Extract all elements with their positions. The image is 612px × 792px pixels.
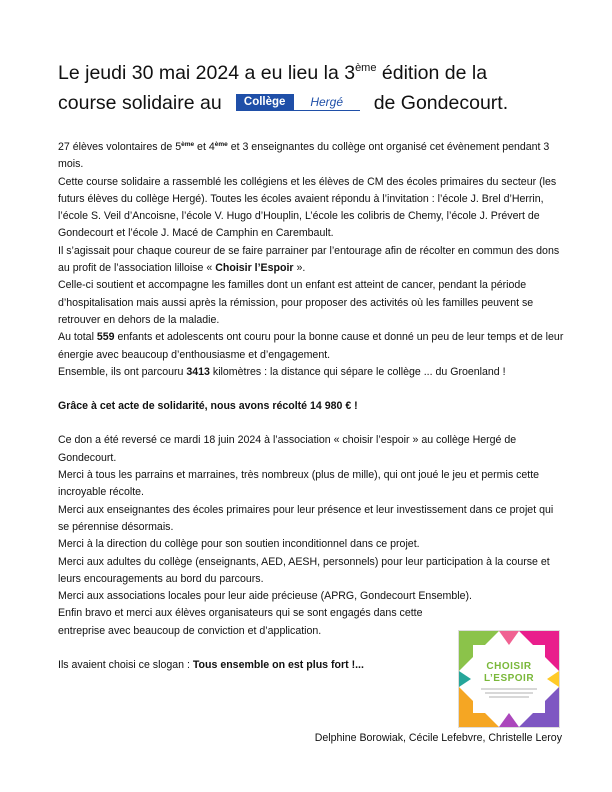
logo-college-text: Collège: [236, 94, 294, 111]
article-body: [58, 139, 564, 674]
title-text: Le jeudi 30 mai 2024 a eu lieu la 3: [58, 62, 356, 84]
text: Ils avaient choisi ce slogan :: [58, 659, 193, 672]
title-line1: [58, 62, 487, 84]
text: et 4: [194, 141, 215, 153]
superscript: ème: [181, 141, 195, 148]
paragraph-association: Celle-ci soutient et accompagne les familles dont un enfant est atteint de cancer, pendant la période d’hospitalisation mais aussi après la rémission, pour proposer des activités où les familles peuvent se retrouver en dehors de la maladie.: [58, 279, 534, 326]
text: Ensemble, ils ont parcouru: [58, 365, 187, 378]
text: kilomètres : la distance qui sépare le collège ... du Groenland !: [209, 365, 506, 378]
paragraph-thanks-sponsors: Merci à tous les parrains et marraines, très nombreux (plus de mille), qui ont joué le jeu et permis cette incroyable récolte.: [58, 469, 540, 499]
paragraph-sponsoring: [58, 243, 564, 278]
paragraph-thanks-teachers: Merci aux enseignantes des écoles primaires pour leur présence et leur investissement dans ce projet qui se pérennise désormais.: [58, 503, 554, 533]
distance-km: 3413: [186, 365, 210, 378]
paragraph-volunteers: [58, 139, 564, 174]
paragraph-thanks-students: Enfin bravo et merci aux élèves organisateurs qui se sont engagés dans cette entreprise avec beaucoup de conviction et d’application.: [58, 607, 423, 637]
paragraph-thanks-associations: Merci aux associations locales pour leur aide précieuse (APRG, Gondecourt Ensemble).: [58, 590, 472, 603]
paragraph-thanks-adults: Merci aux adultes du collège (enseignants, AED, AESH, personnels) pour leur participation à la course et leurs encouragements au bord du parcours.: [58, 555, 550, 585]
title-text: course solidaire au: [58, 92, 222, 114]
college-herge-logo: [236, 94, 360, 111]
text: Il s’agissait pour chaque coureur de se faire parrainer par l’entourage afin de récolter en commun des dons au profit de l’association lilloise «: [58, 244, 560, 275]
poster-title-line2: L’ESPOIR: [483, 673, 535, 684]
text: ».: [293, 262, 306, 275]
title-text: de Gondecourt.: [373, 92, 509, 114]
text: et 3 enseignantes du collège ont organisé cet évènement pendant 3 mois.: [58, 141, 550, 171]
choisir-espoir-poster: [458, 630, 560, 728]
poster-title-line1: CHOISIR: [486, 661, 532, 672]
title-text: édition de la: [376, 62, 488, 84]
text: Au total: [58, 331, 97, 344]
paragraph-donation: Ce don a été reversé ce mardi 18 juin 2024 à l’association « choisir l’espoir » au collège Hergé de Gondecourt.: [58, 434, 517, 464]
document-title: [58, 58, 578, 118]
paragraph-distance: [58, 364, 564, 381]
slogan: Tous ensemble on est plus fort !...: [192, 659, 364, 672]
title-superscript: ème: [355, 62, 377, 74]
text: enfants et adolescents ont couru pour la bonne cause et donné un peu de leur temps et de leur énergie avec beaucoup d’enthousiasme et d’engagement.: [58, 331, 564, 361]
paragraph-amount-raised: [58, 398, 564, 415]
signature: Delphine Borowiak, Cécile Lefebvre, Christelle Leroy: [314, 732, 562, 744]
logo-herge-text: Hergé: [294, 94, 360, 111]
amount-raised: Grâce à cet acte de solidarité, nous avons récolté 14 980 € !: [58, 400, 358, 413]
runner-count: 559: [96, 331, 115, 344]
paragraph-total-runners: [58, 329, 564, 364]
superscript: ème: [214, 141, 228, 148]
title-line2: [58, 92, 508, 114]
paragraph-thanks-direction: Merci à la direction du collège pour son soutien inconditionnel dans ce projet.: [58, 538, 420, 551]
paragraph-schools: Cette course solidaire a rassemblé les collégiens et les élèves de CM des écoles primaires du secteur (les futurs élèves du collège Hergé). Toutes les écoles avaient répondu à l’invitation : l’école J. Brel d’Herrin, l’école S. Veil d’Ancoisne, l’école V. Hugo d’Houplin, L’école les colibris de Chemy, l’école J. Prévert de Gondecourt et l’école J. Macé de Camphin en Carembault.: [58, 175, 557, 240]
association-name: Choisir l’Espoir: [215, 262, 294, 275]
text: 27 élèves volontaires de 5: [58, 141, 182, 153]
